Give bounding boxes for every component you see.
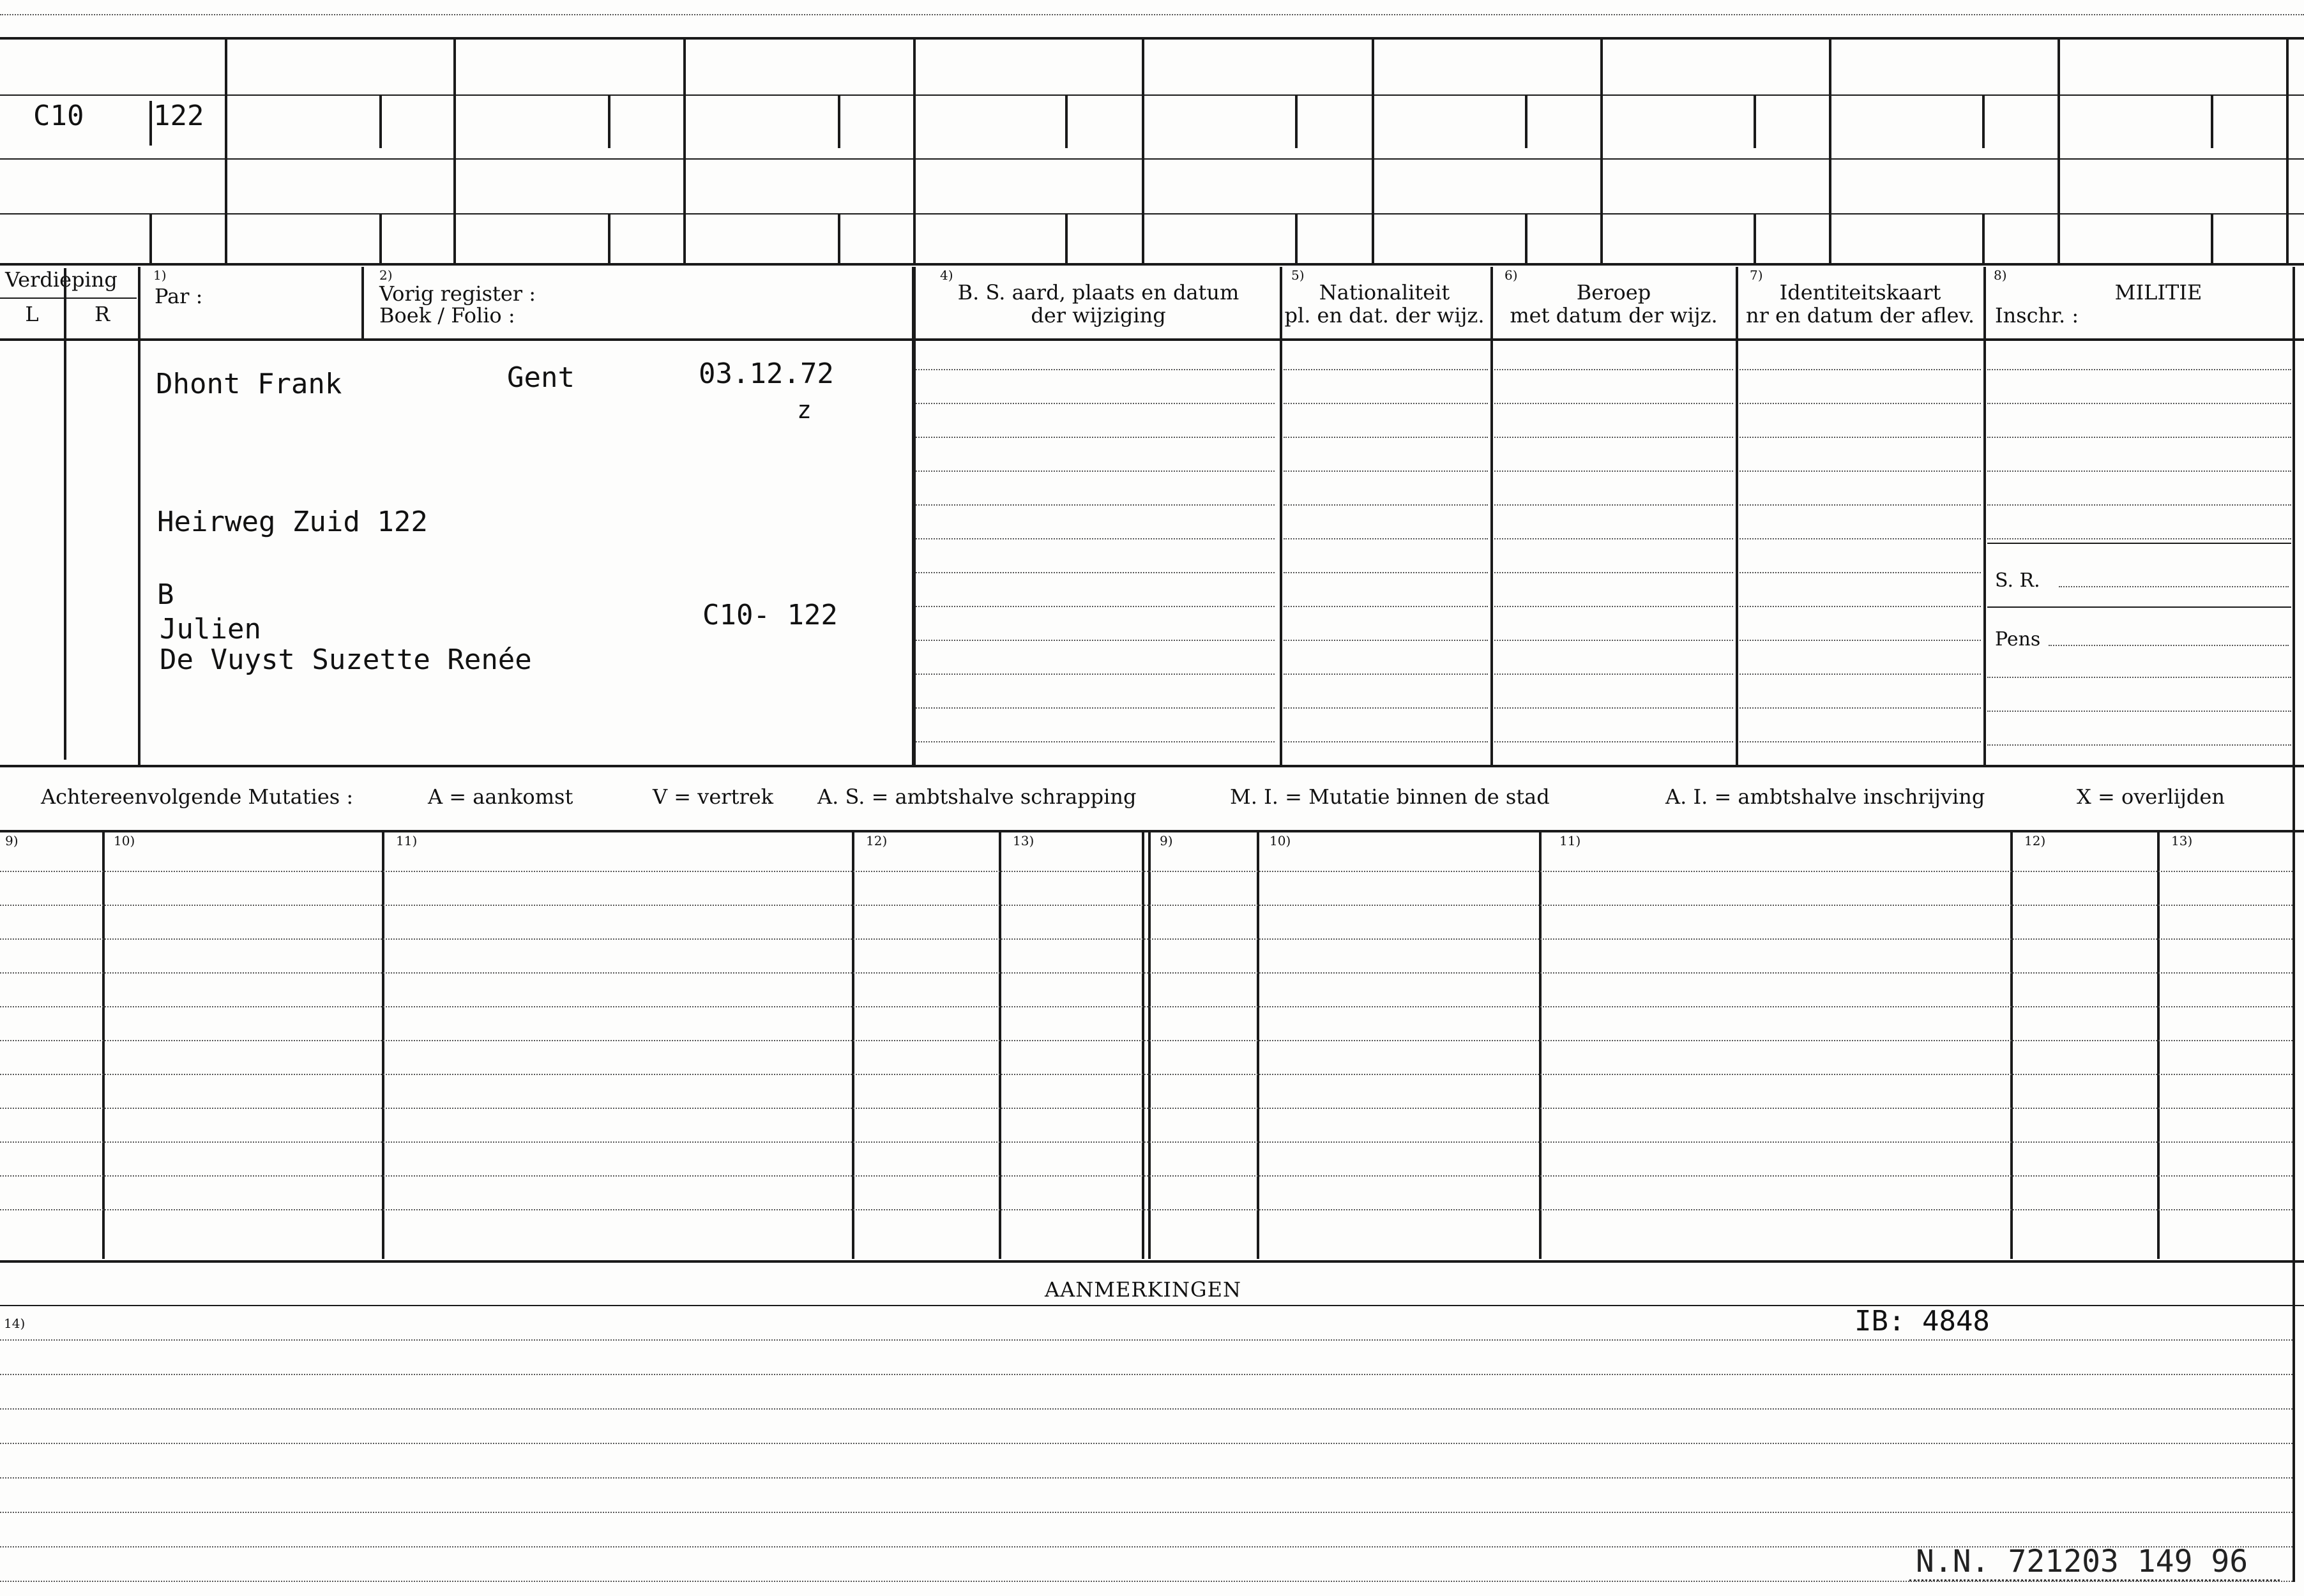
header-top-rule — [0, 37, 2304, 40]
header-subdivider — [838, 213, 840, 263]
verdieping-sub-rule — [0, 297, 137, 299]
header-row-rule — [0, 213, 2304, 215]
person-name: Dhont Frank — [156, 368, 342, 400]
entry-line — [916, 674, 1275, 675]
header-subdivider — [1982, 94, 1985, 148]
header-subdivider — [1065, 94, 1068, 148]
col4-divider — [912, 267, 916, 766]
col6-num: 6) — [1504, 267, 1518, 283]
col4-num: 4) — [940, 267, 953, 283]
person-birthdate: 03.12.72 — [699, 358, 834, 390]
entry-line — [916, 504, 1275, 506]
entry-line — [1987, 403, 2291, 404]
person-marker: B — [157, 578, 174, 611]
entry-line — [916, 606, 1275, 607]
entry-line — [1284, 369, 1488, 370]
entry-line — [1494, 707, 1733, 709]
col7-divider — [1736, 267, 1738, 766]
code-divider — [149, 101, 152, 146]
mut-col-num: 12) — [866, 833, 888, 848]
mutation-entry-line — [0, 1074, 2293, 1075]
col8-num: 8) — [1994, 267, 2007, 283]
mut-col-num: 13) — [1013, 833, 1035, 848]
right-edge — [2293, 267, 2295, 1582]
entry-line — [916, 707, 1275, 709]
header-column-divider — [913, 37, 916, 263]
person-birthplace: Gent — [507, 361, 575, 394]
entry-line — [1284, 504, 1488, 506]
header-subdivider — [608, 94, 610, 148]
col4-line1: B. S. aard, plaats en datum — [957, 280, 1239, 305]
header-row-rule — [0, 158, 2304, 160]
remarks-entry-line — [0, 1408, 2293, 1410]
remarks-entry-line — [0, 1443, 2293, 1444]
entry-line — [1284, 640, 1488, 641]
entry-line — [916, 403, 1275, 404]
entry-line — [916, 572, 1275, 573]
header-subdivider — [1065, 213, 1068, 263]
entry-line — [1494, 504, 1733, 506]
entry-line — [1284, 572, 1488, 573]
entry-line — [1284, 471, 1488, 472]
col2-divider — [361, 267, 364, 338]
person-mother: De Vuyst Suzette Renée — [160, 644, 532, 676]
entry-line — [1739, 437, 1981, 438]
ib-number: IB: 4848 — [1854, 1305, 1990, 1337]
remarks-entry-line — [0, 1374, 2293, 1375]
mutation-column-divider — [1148, 830, 1151, 1259]
header-column-divider — [2286, 37, 2289, 263]
mutation-entry-line — [0, 938, 2293, 940]
mut-col-num: 9) — [5, 833, 19, 848]
mut-col-num: 11) — [396, 833, 418, 848]
mutation-ai: A. I. = ambtshalve inschrijving — [1665, 785, 1985, 809]
entry-line — [1494, 572, 1733, 573]
entry-line — [1494, 471, 1733, 472]
mutation-as: A. S. = ambtshalve schrapping — [817, 785, 1137, 809]
header-subdivider — [1525, 94, 1527, 148]
col7-line2: nr en datum der aflev. — [1745, 303, 1975, 327]
col8-line2: Inschr. : — [1995, 303, 2079, 327]
r-label: R — [94, 302, 110, 326]
entry-line — [1987, 437, 2291, 438]
header-subdivider — [838, 94, 840, 148]
entry-line — [916, 741, 1275, 742]
mut-col-num: 10) — [1269, 833, 1291, 848]
col6-divider — [1490, 267, 1493, 766]
col2-line2: Boek / Folio : — [379, 303, 515, 327]
entry-line — [1494, 403, 1733, 404]
person-address: Heirweg Zuid 122 — [157, 506, 428, 538]
header-subdivider — [1982, 213, 1985, 263]
remarks-entry-line — [0, 1339, 2293, 1341]
verdieping-divider — [64, 268, 66, 760]
mutation-entry-line — [0, 1141, 2293, 1143]
entry-line — [1987, 744, 2291, 746]
person-sex: z — [797, 396, 812, 424]
entry-line — [1739, 538, 1981, 539]
entry-line — [1739, 674, 1981, 675]
entry-line — [916, 437, 1275, 438]
entry-line — [1284, 674, 1488, 675]
entry-line — [916, 538, 1275, 539]
militie-rule — [1987, 543, 2291, 544]
remarks-rule — [0, 1305, 2304, 1306]
col8-divider — [1983, 267, 1986, 766]
col5-line2: pl. en dat. der wijz. — [1284, 303, 1485, 327]
entry-line — [916, 471, 1275, 472]
entry-line — [1987, 538, 2291, 539]
mutation-v: V = vertrek — [653, 785, 774, 809]
header-bottom-rule — [0, 263, 2304, 266]
header-subdivider — [1295, 213, 1298, 263]
header-column-divider — [683, 37, 686, 263]
person-father: Julien — [160, 613, 261, 645]
mutation-column-divider — [382, 830, 384, 1259]
mut-col-num: 10) — [114, 833, 135, 848]
mut-col-num: 13) — [2171, 833, 2193, 848]
entry-line — [1739, 741, 1981, 742]
entry-line — [1494, 741, 1733, 742]
mutation-column-divider — [1257, 830, 1259, 1259]
nn-number: N.N. 721203 149 96 — [1916, 1544, 2248, 1579]
mutation-x: X = overlijden — [2077, 785, 2225, 809]
mutation-column-divider — [852, 830, 854, 1259]
entry-line — [1284, 707, 1488, 709]
mut-col-num: 12) — [2024, 833, 2046, 848]
mutation-column-divider — [102, 830, 105, 1259]
header-subdivider — [379, 94, 382, 148]
mutation-column-divider — [999, 830, 1001, 1259]
header-row-rule — [0, 94, 2304, 96]
header-column-divider — [2058, 37, 2060, 263]
entry-line — [916, 369, 1275, 370]
entry-line — [1739, 403, 1981, 404]
remarks-entry-line — [0, 1546, 2293, 1547]
mutation-entry-line — [0, 1040, 2293, 1041]
entry-line — [1284, 437, 1488, 438]
entry-line — [1739, 606, 1981, 607]
mutation-column-divider — [2010, 830, 2013, 1259]
entry-line — [1987, 711, 2291, 712]
header-subdivider — [2211, 94, 2213, 148]
mutations-bottom-rule — [0, 1260, 2304, 1263]
col5-divider — [1280, 267, 1282, 766]
entry-line — [1739, 640, 1981, 641]
col4-line2: der wijziging — [1031, 303, 1166, 327]
mutation-column-divider — [1539, 830, 1542, 1259]
col8-line1: MILITIE — [2114, 280, 2202, 305]
header-subdivider — [1525, 213, 1527, 263]
verdieping-label: Verdieping — [5, 267, 117, 292]
mutation-entry-line — [0, 905, 2293, 906]
code-left: C10 — [33, 100, 84, 132]
mutation-entry-line — [0, 871, 2293, 872]
col2-num: 2) — [379, 267, 393, 283]
header-subdivider — [1295, 94, 1298, 148]
col6-line2: met datum der wijz. — [1510, 303, 1718, 327]
col1-divider — [138, 267, 140, 766]
col5-num: 5) — [1291, 267, 1305, 283]
remarks-entry-line — [0, 1581, 2293, 1582]
remarks-entry-line — [0, 1512, 2293, 1513]
header-column-divider — [453, 37, 456, 263]
l-label: L — [25, 302, 39, 326]
col1-label: Par : — [155, 284, 203, 308]
header-subdivider — [379, 213, 382, 263]
entry-line — [1987, 369, 2291, 370]
remarks-title: AANMERKINGEN — [1045, 1277, 1241, 1302]
mutation-entry-line — [0, 1108, 2293, 1109]
col7-line1: Identiteitskaart — [1779, 280, 1941, 305]
mutation-a: A = aankomst — [428, 785, 573, 809]
header-column-divider — [1829, 37, 1831, 263]
entry-line — [1987, 504, 2291, 506]
mutation-column-divider — [2157, 830, 2160, 1259]
entry-line — [1494, 538, 1733, 539]
header-column-divider — [1142, 37, 1144, 263]
pens-label: Pens — [1995, 628, 2041, 651]
header-column-divider — [1372, 37, 1374, 263]
mutations-top-rule — [0, 830, 2304, 832]
person-ref: C10- 122 — [702, 599, 838, 631]
entry-line — [1739, 471, 1981, 472]
code-divider — [149, 213, 152, 263]
header-column-divider — [1600, 37, 1603, 263]
entry-line — [1284, 538, 1488, 539]
mutation-column-divider — [1142, 830, 1144, 1259]
scan-edge — [0, 14, 2304, 15]
code-right: 122 — [153, 100, 204, 132]
entry-line — [1494, 369, 1733, 370]
mut-col-num: 11) — [1559, 833, 1581, 848]
person-block-rule — [0, 765, 2304, 767]
entry-line — [1987, 471, 2291, 472]
header-subdivider — [2211, 213, 2213, 263]
mutation-entry-line — [0, 1175, 2293, 1177]
col7-num: 7) — [1750, 267, 1763, 283]
entry-line — [1739, 369, 1981, 370]
mutation-entry-line — [0, 1006, 2293, 1007]
entry-line — [916, 640, 1275, 641]
entry-line — [1739, 707, 1981, 709]
mut-col-num: 9) — [1160, 833, 1173, 848]
mutations-title: Achtereenvolgende Mutaties : — [41, 785, 354, 809]
entry-line — [1284, 403, 1488, 404]
entry-line — [1494, 606, 1733, 607]
mutation-mi: M. I. = Mutatie binnen de stad — [1230, 785, 1550, 809]
entry-line — [1739, 504, 1981, 506]
header-subdivider — [608, 213, 610, 263]
col2-line1: Vorig register : — [379, 282, 536, 306]
remarks-num: 14) — [4, 1316, 26, 1331]
entry-line — [1739, 572, 1981, 573]
entry-line — [1494, 674, 1733, 675]
militie-rule — [1987, 606, 2291, 608]
header-column-divider — [225, 37, 227, 263]
sr-label: S. R. — [1995, 569, 2040, 592]
sr-line — [2059, 586, 2289, 587]
mutation-entry-line — [0, 1209, 2293, 1210]
entry-line — [1494, 437, 1733, 438]
entry-line — [1284, 606, 1488, 607]
header-subdivider — [1754, 94, 1756, 148]
col1-num: 1) — [153, 267, 167, 283]
remarks-entry-line — [0, 1477, 2293, 1479]
col5-line1: Nationaliteit — [1319, 280, 1450, 305]
column-header-rule — [0, 338, 2304, 341]
entry-line — [1284, 741, 1488, 742]
pens-line — [2049, 645, 2289, 646]
header-subdivider — [1754, 213, 1756, 263]
col6-line1: Beroep — [1576, 280, 1651, 305]
mutation-entry-line — [0, 972, 2293, 974]
entry-line — [1494, 640, 1733, 641]
entry-line — [1987, 677, 2291, 678]
